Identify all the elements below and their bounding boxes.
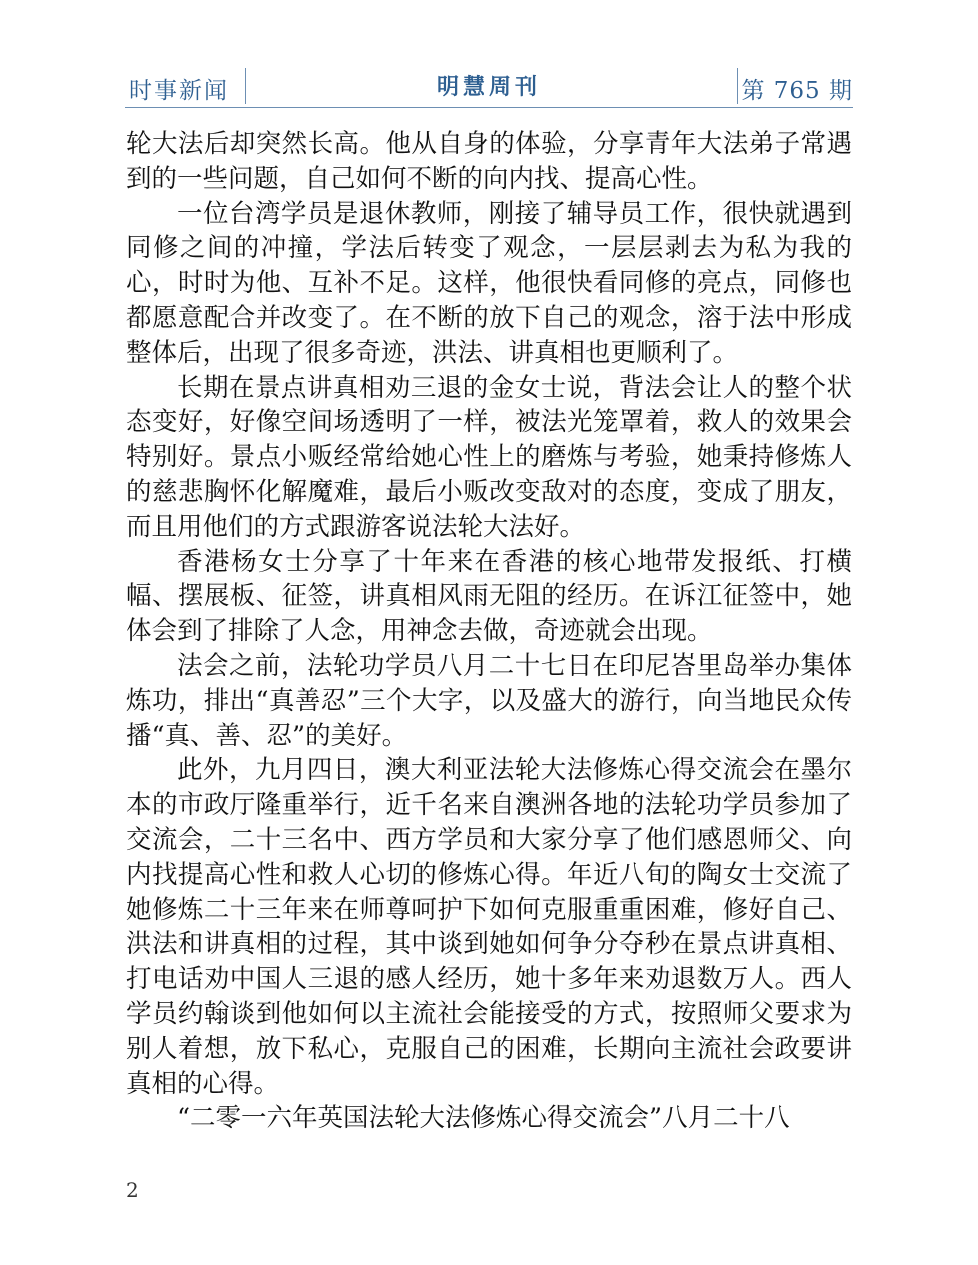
paragraph: 一位台湾学员是退休教师，刚接了辅导员工作，很快就遇到同修之间的冲撞，学法后转变了观念，一层层剥去为私为我的心，时时为他、互补不足。这样，他很快看同修的亮点，同修也都愿意配合并改变了。在不断的放下自己的观念，溶于法中形成整体后，出现了很多奇迹，洪法、讲真相也更顺利了。 xyxy=(126,198,852,368)
paragraph: 长期在景点讲真相劝三退的金女士说，背法会让人的整个状态变好，好像空间场透明了一样，被法光笼罩着，救人的效果会特别好。景点小贩经常给她心性上的磨炼与考验，她秉持修炼人的慈悲胸怀化解魔难，最后小贩改变敌对的态度，变成了朋友，而且用他们的方式跟游客说法轮大法好。 xyxy=(126,372,852,542)
header-rule xyxy=(125,107,853,108)
publication-title: 明慧周刊 xyxy=(436,75,541,100)
running-header xyxy=(125,64,853,108)
page-number: 2 xyxy=(126,1178,139,1202)
article-body xyxy=(126,127,852,1136)
issue-number: 第 765 期 xyxy=(741,78,853,104)
section-label: 时事新闻 xyxy=(129,78,229,104)
paragraph-truncated: “二零一六年英国法轮大法修炼心得交流会”八月二十八 xyxy=(177,1103,790,1134)
paragraph: 香港杨女士分享了十年来在香港的核心地带发报纸、打横幅、摆展板、征签，讲真相风雨无阻的经历。在诉江征签中，她体会到了排除了人念，用神念去做，奇迹就会出现。 xyxy=(126,546,852,647)
paragraph-continued: 轮大法后却突然长高。他从自身的体验，分享青年大法弟子常遇到的一些问题，自己如何不断的向内找、提高心性。 xyxy=(126,129,852,194)
paragraph: 法会之前，法轮功学员八月二十七日在印尼峇里岛举办集体炼功，排出“真善忍”三个大字，以及盛大的游行，向当地民众传播“真、善、忍”的美好。 xyxy=(126,650,852,751)
header-divider-right xyxy=(737,68,738,104)
paragraph: 此外，九月四日，澳大利亚法轮大法修炼心得交流会在墨尔本的市政厅隆重举行，近千名来自澳洲各地的法轮功学员参加了交流会，二十三名中、西方学员和大家分享了他们感恩师父、向内找提高心性和救人心切的修炼心得。年近八旬的陶女士交流了她修炼二十三年来在师尊呵护下如何克服重重困难，修好自己、洪法和讲真相的过程，其中谈到她如何争分夺秒在景点讲真相、打电话劝中国人三退的感人经历，她十多年来劝退数万人。西人学员约翰谈到他如何以主流社会能接受的方式，按照师父要求为别人着想，放下私心，克服自己的困难，长期向主流社会政要讲真相的心得。 xyxy=(126,755,852,1099)
